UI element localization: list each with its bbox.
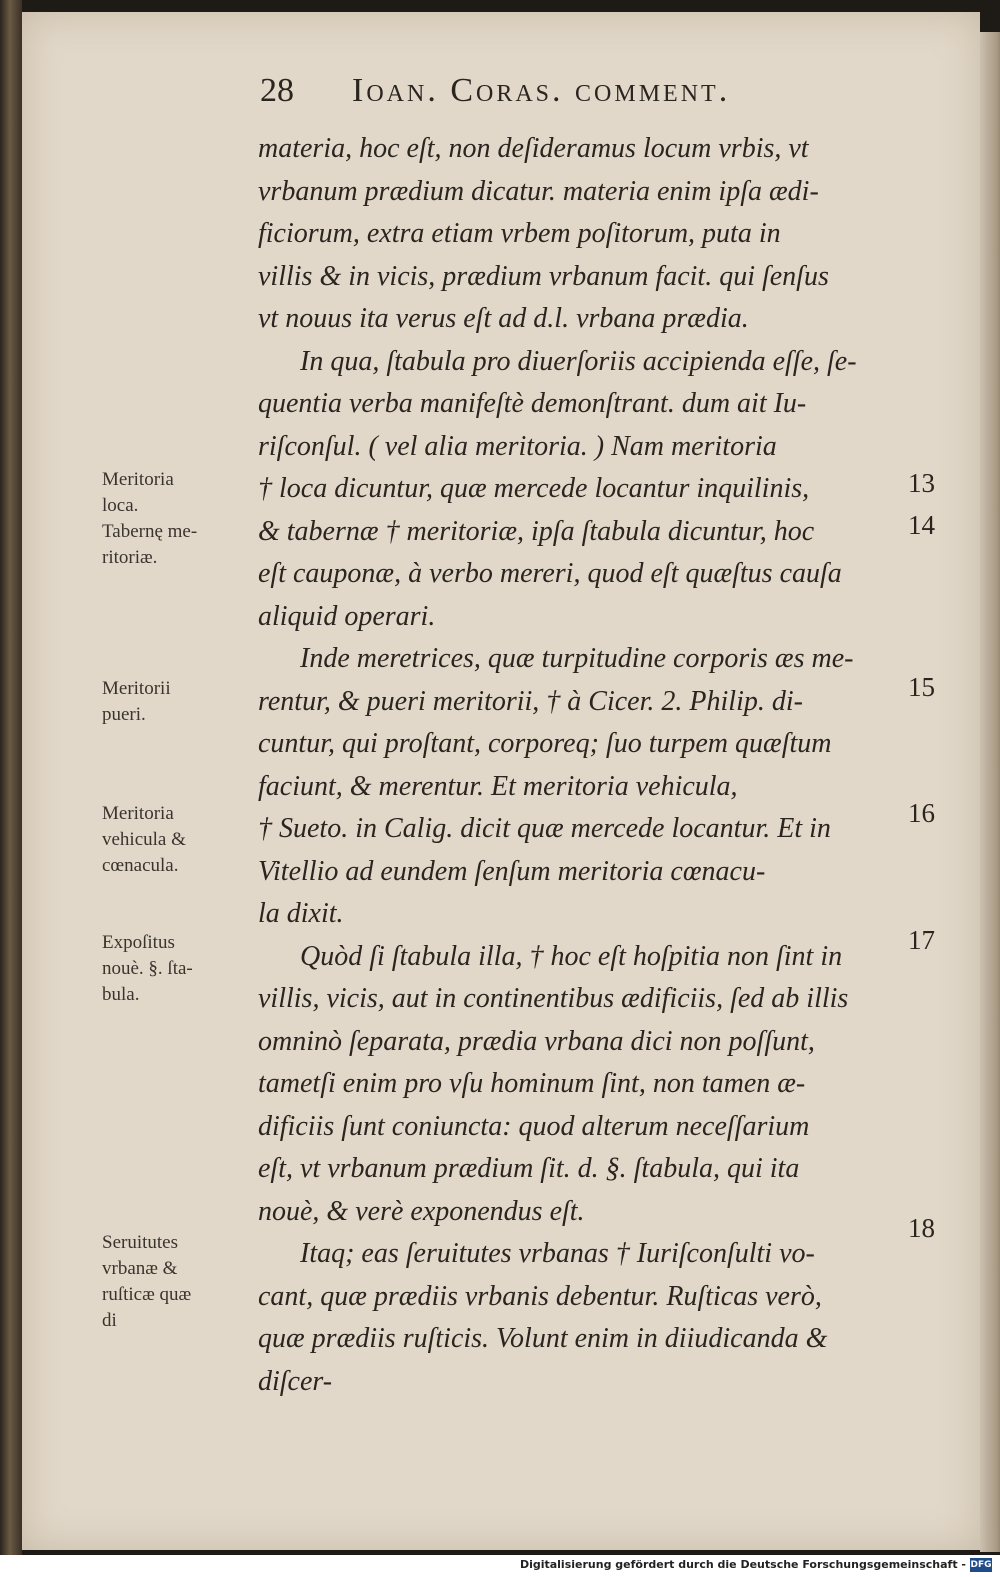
text-line: † loca dicuntur, quæ mercede locantur inquilinis, bbox=[258, 473, 810, 504]
text-line: omninò ſeparata, prædia vrbana dici non poſſunt, bbox=[258, 1025, 815, 1057]
text-line: rentur, & pueri meritorii, † à Cicer. 2. Philip. di- bbox=[258, 685, 803, 717]
page-number: 28 bbox=[260, 72, 294, 109]
margin-note-line: vehicula & bbox=[102, 829, 186, 850]
margin-note-line: Meritoria bbox=[102, 803, 174, 824]
line-number: 15 bbox=[908, 672, 935, 702]
margin-note-line: ritoriæ. bbox=[102, 547, 158, 568]
margin-note-line: loca. bbox=[102, 495, 139, 516]
margin-note-meritorii-pueri bbox=[102, 676, 252, 728]
margin-note-line: ruſticæ quæ bbox=[102, 1284, 192, 1305]
text-line: cuntur, qui proſtant, corporeq; ſuo turpem quæſtum bbox=[258, 728, 832, 759]
text-line: materia, hoc eſt, non deſideramus locum vrbis, vt bbox=[258, 133, 809, 164]
page-edge-right bbox=[980, 32, 1000, 1552]
line-number: 14 bbox=[908, 510, 935, 540]
text-line: nouè, & verè exponendus eſt. bbox=[258, 1195, 585, 1227]
margin-note-seruitutes bbox=[102, 1230, 252, 1334]
text-line: Vitellio ad eundem ſenſum meritoria cœnacu- bbox=[258, 855, 766, 887]
margin-note-line: pueri. bbox=[102, 704, 146, 725]
text-line: riſconſul. ( vel alia meritoria. ) Nam meritoria bbox=[258, 430, 777, 462]
line-number: 18 bbox=[908, 1213, 935, 1243]
text-line: diſcer- bbox=[258, 1365, 333, 1397]
line-number: 13 bbox=[908, 468, 935, 498]
book-spine-left bbox=[0, 0, 22, 1577]
margin-note-line: Meritoria bbox=[102, 469, 174, 490]
text-line: vt nouus ita verus eſt ad d.l. vrbana prædia. bbox=[258, 303, 749, 334]
margin-note-line: Expoſitus bbox=[102, 932, 175, 953]
margin-note-line: vrbanæ & bbox=[102, 1258, 178, 1279]
text-line: villis & in vicis, prædium vrbanum facit. qui ſenſus bbox=[258, 260, 829, 292]
text-line: eſt cauponæ, à verbo mereri, quod eſt quæſtus cauſa bbox=[258, 558, 842, 589]
text-line: faciunt, & merentur. Et meritoria vehicula, bbox=[258, 770, 738, 802]
dfg-logo: DFG bbox=[970, 1560, 992, 1570]
text-line: quæ prædiis ruſticis. Volunt enim in diiudicanda & bbox=[258, 1323, 828, 1354]
text-line: cant, quæ prædiis vrbanis debentur. Ruſticas verò, bbox=[258, 1280, 822, 1312]
footer-credit: Digitalisierung gefördert durch die Deutsche Forschungsgemeinschaft - bbox=[519, 1558, 966, 1571]
margin-note-line: Meritorii bbox=[102, 678, 171, 699]
text-line: eſt, vt vrbanum prædium ſit. d. §. ſtabula, qui ita bbox=[258, 1153, 800, 1184]
line-number: 17 bbox=[908, 925, 935, 955]
margin-note-line: cœnacula. bbox=[102, 855, 179, 876]
text-line: aliquid operari. bbox=[258, 600, 436, 632]
text-line: vrbanum prædium dicatur. materia enim ipſa ædi- bbox=[258, 175, 819, 207]
text-line: & tabernæ † meritoriæ, ipſa ſtabula dicuntur, hoc bbox=[258, 515, 815, 547]
margin-note-expositus-stabula bbox=[102, 930, 252, 1008]
text-line: la dixit. bbox=[258, 898, 344, 929]
margin-note-line: Tabernę me- bbox=[102, 521, 198, 542]
text-line: In qua, ſtabula pro diuerſoriis accipienda eſſe, ſe- bbox=[300, 345, 857, 377]
margin-note-meritoria-vehicula bbox=[102, 801, 252, 879]
running-title: Ioan. Coras. comment. bbox=[352, 72, 731, 109]
margin-note-line: di bbox=[102, 1310, 117, 1331]
text-line: quentia verba manifeſtè demonſtrant. dum ait Iu- bbox=[258, 388, 807, 419]
text-line: villis, vicis, aut in continentibus ædificiis, ſed ab illis bbox=[258, 983, 849, 1014]
main-text-block bbox=[258, 128, 908, 1403]
text-line: Itaq; eas ſeruitutes vrbanas † Iuriſconſulti vo- bbox=[300, 1238, 815, 1269]
margin-note-meritoria-loca bbox=[102, 467, 252, 571]
text-line: dificiis ſunt coniuncta: quod alterum neceſſarium bbox=[258, 1110, 810, 1142]
margin-note-line: Seruitutes bbox=[102, 1232, 178, 1253]
margin-note-line: bula. bbox=[102, 984, 140, 1005]
margin-note-line: nouè. §. ſta- bbox=[102, 958, 193, 979]
text-line: ficiorum, extra etiam vrbem poſitorum, puta in bbox=[258, 218, 781, 249]
line-number: 16 bbox=[908, 798, 935, 828]
text-line: † Sueto. in Calig. dicit quæ mercede locantur. Et in bbox=[258, 813, 831, 844]
text-line: Quòd ſi ſtabula illa, † hoc eſt hoſpitia non ſint in bbox=[300, 940, 843, 972]
text-line: tametſi enim pro vſu hominum ſint, non tamen æ- bbox=[258, 1068, 806, 1099]
text-line: Inde meretrices, quæ turpitudine corporis æs me- bbox=[300, 643, 854, 674]
page-header bbox=[260, 72, 900, 118]
